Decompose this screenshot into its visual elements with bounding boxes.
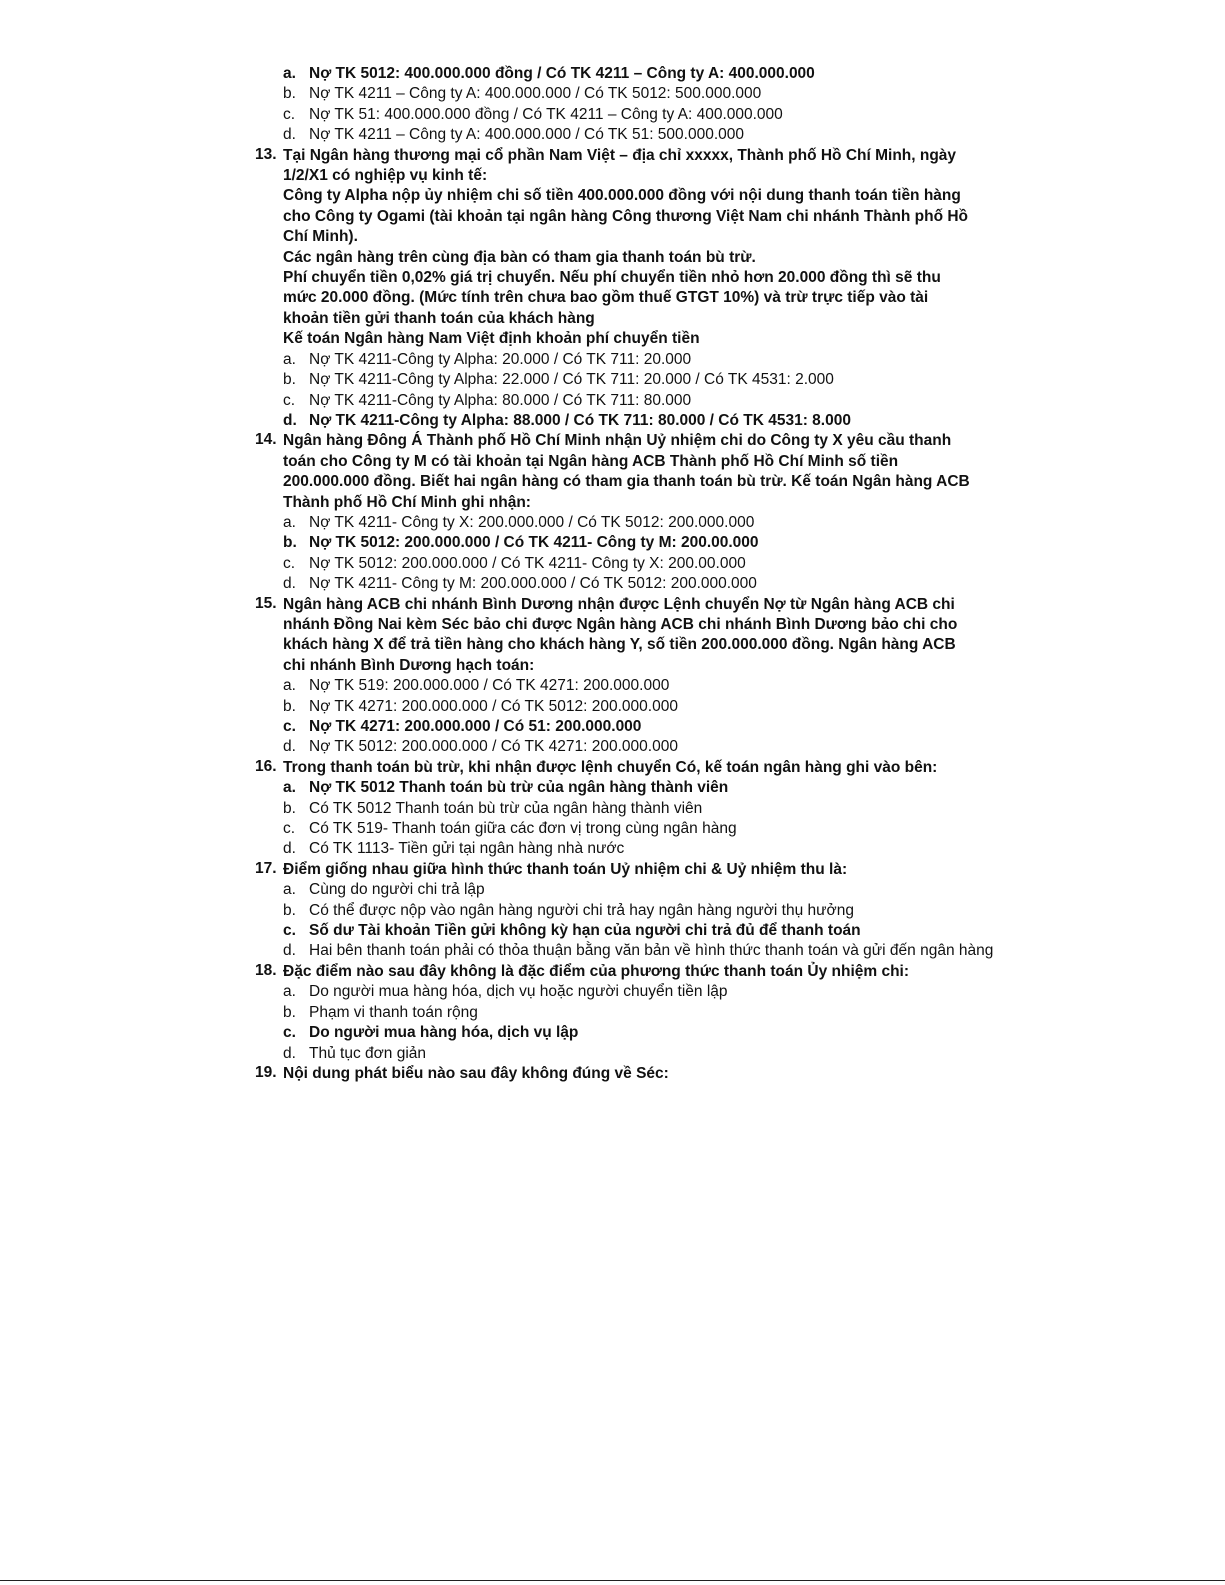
answer-option [255,982,1015,1002]
option-text: Số dư Tài khoản Tiền gửi không kỳ hạn của người chi trả đủ để thanh toán [309,922,861,940]
answer-option [255,64,1015,84]
option-letter: d. [283,126,296,144]
option-letter: c. [283,820,296,838]
option-text: Cùng do người chi trả lập [309,881,485,899]
option-letter: b. [283,1003,296,1021]
answer-option [255,778,1015,798]
option-letter: c. [283,554,296,572]
option-text: Do người mua hàng hóa, dịch vụ hoặc người chuyển tiền lập [309,983,728,1001]
answer-option [255,737,1015,757]
answer-option [255,411,1015,431]
answer-option [255,350,1015,370]
question-number: 17. [255,859,277,877]
option-letter: a. [283,779,296,797]
option-letter: a. [283,350,296,368]
question-list [255,64,1015,1084]
answer-option [255,1003,1015,1023]
answer-option [255,533,1015,553]
question-text-line: Thành phố Hồ Chí Minh ghi nhận: [283,493,531,511]
option-text: Nợ TK 4211- Công ty M: 200.000.000 / Có TK 5012: 200.000.000 [309,575,757,593]
option-text: Nợ TK 5012: 400.000.000 đồng / Có TK 4211 – Công ty A: 400.000.000 [309,65,815,82]
answer-option [255,880,1015,900]
answer-option [255,799,1015,819]
question-19 [255,1064,1015,1084]
question-text-line: Phí chuyển tiền 0,02% giá trị chuyển. Nếu phí chuyển tiền nhỏ hơn 20.000 đồng thì sẽ thu [283,269,941,287]
answer-option [255,697,1015,717]
question-number: 16. [255,757,277,775]
option-letter: d. [283,738,296,756]
question-text-line: 1/2/X1 có nghiệp vụ kinh tế: [283,167,488,185]
option-letter: c. [283,105,296,123]
option-text: Nợ TK 4211-Công ty Alpha: 80.000 / Có TK 711: 80.000 [309,391,692,409]
question-number: 14. [255,431,277,449]
answer-option [255,574,1015,594]
option-text: Nợ TK 5012: 200.000.000 / Có TK 4271: 200.000.000 [309,738,678,756]
option-text: Do người mua hàng hóa, dịch vụ lập [309,1024,579,1042]
option-letter: c. [283,922,296,940]
answer-option [255,391,1015,411]
answer-option [255,839,1015,859]
option-text: Có TK 1113- Tiền gửi tại ngân hàng nhà nước [309,840,625,858]
answer-option [255,717,1015,737]
answer-option [255,554,1015,574]
question-number: 15. [255,594,277,612]
answer-option [255,105,1015,125]
option-text: Thủ tục đơn giản [309,1044,427,1062]
question-13 [255,146,1015,350]
answer-option [255,84,1015,104]
option-text: Hai bên thanh toán phải có thỏa thuận bằng văn bản về hình thức thanh toán và gửi đến ngân hàng [309,942,994,960]
question-18 [255,962,1015,982]
option-letter: b. [283,901,296,919]
question-text-line: Kế toán Ngân hàng Nam Việt định khoản phí chuyển tiền [283,330,700,348]
option-text: Nợ TK 4271: 200.000.000 / Có TK 5012: 200.000.000 [309,697,678,715]
option-letter: a. [283,513,296,531]
option-text: Có TK 519- Thanh toán giữa các đơn vị trong cùng ngân hàng [309,820,737,838]
question-text-line: Ngân hàng Đông Á Thành phố Hồ Chí Minh nhận Uỷ nhiệm chi do Công ty X yêu cầu thanh [283,432,952,450]
option-letter: c. [283,391,296,409]
option-text: Nợ TK 4211 – Công ty A: 400.000.000 / Có TK 5012: 500.000.000 [309,85,762,103]
option-letter: d. [283,1044,296,1062]
option-letter: d. [283,942,296,960]
option-text: Nợ TK 4211- Công ty X: 200.000.000 / Có TK 5012: 200.000.000 [309,513,755,531]
option-letter: b. [283,799,296,817]
question-text-line: khoản tiền gửi thanh toán của khách hàng [283,309,595,327]
option-text: Nợ TK 4211 – Công ty A: 400.000.000 / Có TK 51: 500.000.000 [309,126,744,144]
option-letter: c. [283,1024,296,1042]
answer-option [255,370,1015,390]
answer-option [255,921,1015,941]
option-text: Phạm vi thanh toán rộng [309,1003,478,1021]
question-number: 13. [255,145,277,163]
option-letter: d. [283,840,296,858]
question-text-line: 200.000.000 đồng. Biết hai ngân hàng có tham gia thanh toán bù trừ. Kế toán Ngân hàng ACB [283,473,970,491]
question-text-line: Công ty Alpha nộp ủy nhiệm chi số tiền 400.000.000 đồng với nội dung thanh toán tiền hàng [283,187,961,205]
question-text-line: Ngân hàng ACB chi nhánh Bình Dương nhận được Lệnh chuyển Nợ từ Ngân hàng ACB chi [283,595,955,613]
question-15 [255,595,1015,677]
option-text: Nợ TK 4211-Công ty Alpha: 22.000 / Có TK 711: 20.000 / Có TK 4531: 2.000 [309,371,834,389]
option-text: Nợ TK 4211-Công ty Alpha: 88.000 / Có TK 711: 80.000 / Có TK 4531: 8.000 [309,411,851,429]
answer-option [255,676,1015,696]
question-text-line: Trong thanh toán bù trừ, khi nhận được lệnh chuyển Có, kế toán ngân hàng ghi vào bên: [283,758,938,776]
option-letter: a. [283,65,296,82]
question-text-line: Các ngân hàng trên cùng địa bàn có tham gia thanh toán bù trừ. [283,248,756,266]
option-text: Nợ TK 5012: 200.000.000 / Có TK 4211- Công ty X: 200.00.000 [309,554,746,572]
question-number: 19. [255,1063,277,1081]
option-text: Có TK 5012 Thanh toán bù trừ của ngân hàng thành viên [309,799,703,817]
option-letter: b. [283,534,297,552]
option-text: Nợ TK 5012: 200.000.000 / Có TK 4211- Công ty M: 200.00.000 [309,534,759,552]
option-text: Nợ TK 5012 Thanh toán bù trừ của ngân hàng thành viên [309,779,729,797]
question-number: 18. [255,961,277,979]
question-14 [255,431,1015,513]
question-text-line: toán cho Công ty M có tài khoản tại Ngân hàng ACB Thành phố Hồ Chí Minh số tiền [283,452,899,470]
answer-option [255,125,1015,145]
answer-option [255,1023,1015,1043]
option-text: Nợ TK 4271: 200.000.000 / Có 51: 200.000.000 [309,718,642,735]
question-text-line: nhánh Đồng Nai kèm Séc bảo chi được Ngân hàng ACB chi nhánh Bình Dương bảo chi cho [283,615,958,633]
option-text: Nợ TK 4211-Công ty Alpha: 20.000 / Có TK 711: 20.000 [309,350,692,368]
answer-option [255,819,1015,839]
option-text: Có thể được nộp vào ngân hàng người chi trả hay ngân hàng người thụ hưởng [309,901,854,919]
answer-option [255,1044,1015,1064]
question-text-line: Chí Minh). [283,228,358,246]
answer-option [255,901,1015,921]
option-letter: a. [283,983,296,1001]
option-letter: b. [283,697,296,715]
question-16 [255,758,1015,778]
option-letter: d. [283,411,297,429]
option-letter: d. [283,575,296,593]
question-text-line: khách hàng X để trả tiền hàng cho khách hàng Y, số tiền 200.000.000 đồng. Ngân hàng ACB [283,636,956,654]
answer-option [255,513,1015,533]
option-letter: a. [283,881,296,899]
question-text-line: Tại Ngân hàng thương mại cổ phần Nam Việt – địa chỉ xxxxx, Thành phố Hồ Chí Minh, ngày [283,146,957,164]
question-text-line: Nội dung phát biểu nào sau đây không đúng về Séc: [283,1064,669,1082]
question-17 [255,860,1015,880]
question-text-line: Đặc điểm nào sau đây không là đặc điểm của phương thức thanh toán Ủy nhiệm chi: [283,962,910,980]
option-text: Nợ TK 51: 400.000.000 đồng / Có TK 4211 – Công ty A: 400.000.000 [309,105,783,123]
question-text-line: cho Công ty Ogami (tài khoản tại ngân hàng Công thương Việt Nam chi nhánh Thành phố Hồ [283,207,969,225]
question-text-line: chi nhánh Bình Dương hạch toán: [283,656,535,674]
answer-option [255,941,1019,961]
option-letter: a. [283,677,296,695]
question-text-line: mức 20.000 đồng. (Mức tính trên chưa bao gồm thuế GTGT 10%) và trừ trực tiếp vào tài [283,289,929,307]
option-letter: b. [283,85,296,103]
option-letter: b. [283,371,296,389]
question-text-line: Điểm giống nhau giữa hình thức thanh toán Uỷ nhiệm chi & Uỷ nhiệm thu là: [283,860,848,878]
page-bottom-rule [0,1580,1225,1581]
option-text: Nợ TK 519: 200.000.000 / Có TK 4271: 200.000.000 [309,677,670,695]
option-letter: c. [283,718,296,735]
